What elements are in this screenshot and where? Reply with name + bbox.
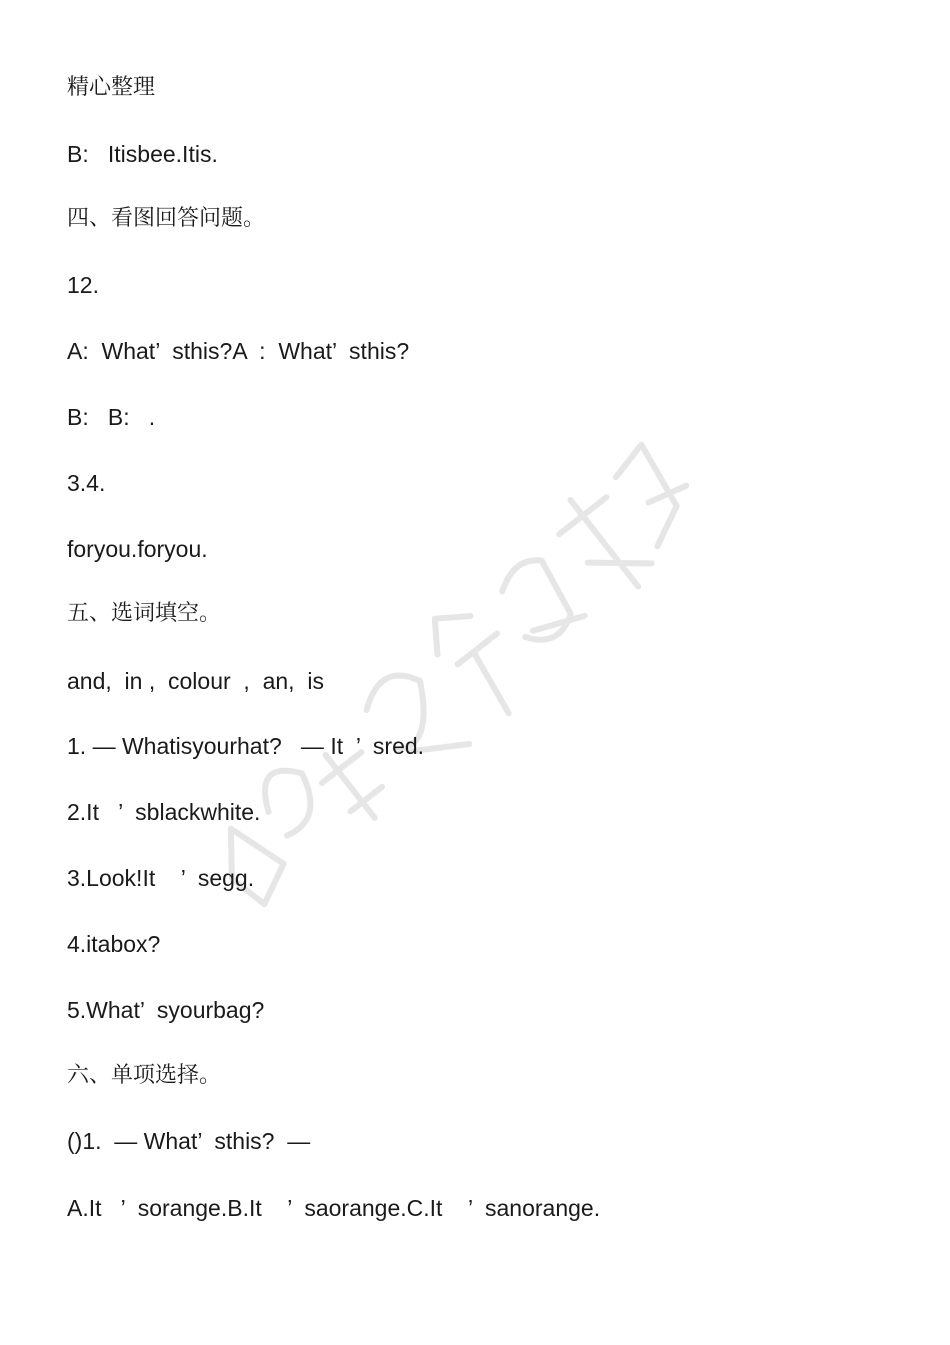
header-text: 精心整理 — [67, 75, 156, 100]
section-heading-4: 四、看图回答问题。 — [67, 206, 266, 231]
choice-question: ()1. — What’ sthis? — — [67, 1128, 311, 1154]
section-heading-5: 五、选词填空。 — [67, 601, 222, 626]
question-number: 12. — [67, 272, 99, 298]
section-heading-6: 六、单项选择。 — [67, 1063, 222, 1088]
answer-line: B: Itisbee.Itis. — [67, 141, 218, 167]
text-line: foryou.foryou. — [67, 536, 208, 562]
dialogue-line: A: What’ sthis?A : What’ sthis? — [67, 338, 410, 364]
exercise-item: 3.Look!It ’ segg. — [67, 865, 255, 891]
exercise-item: 5.What’ syourbag? — [67, 997, 265, 1023]
choice-options: A.It ’ sorange.B.It ’ saorange.C.It ’ sanorange. — [67, 1195, 601, 1221]
exercise-item: 2.It ’ sblackwhite. — [67, 799, 261, 825]
question-number: 3.4. — [67, 470, 106, 496]
word-bank: and, in , colour , an, is — [67, 668, 324, 694]
exercise-item: 1. — Whatisyourhat? — It ’ sred. — [67, 733, 425, 759]
exercise-item: 4.itabox? — [67, 931, 161, 957]
dialogue-line: B: B: . — [67, 404, 156, 430]
